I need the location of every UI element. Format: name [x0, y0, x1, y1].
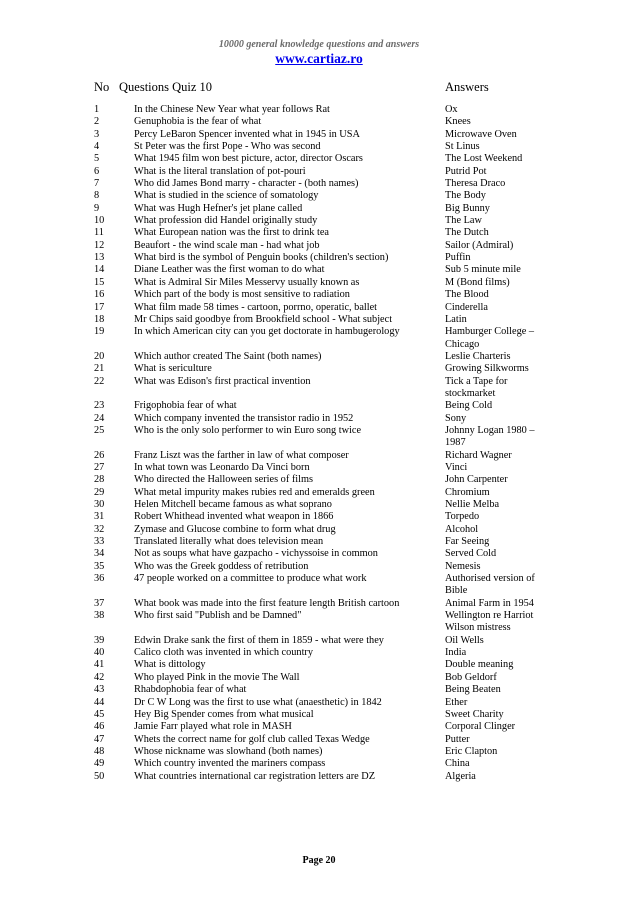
question-row: [94, 536, 554, 548]
answer-text: Eric Clapton: [445, 745, 498, 757]
answer-text: Johnny Logan 1980 – 1987: [445, 424, 535, 449]
question-text: Who is the only solo performer to win Euro song twice: [134, 424, 362, 436]
answer-text: Hamburger College – Chicago: [445, 326, 535, 350]
question-text: Who was the Greek goddess of retribution: [134, 560, 309, 572]
question-number: 38: [94, 610, 105, 622]
question-row: [94, 425, 554, 450]
number-column-header: No: [94, 80, 110, 94]
question-text: Diane Leather was the first woman to do what: [134, 264, 325, 276]
question-number: 6: [94, 165, 100, 177]
question-row: [94, 277, 554, 289]
page-number: Page 20: [302, 855, 336, 866]
question-number: 25: [94, 424, 105, 436]
question-text: St Peter was the first Pope - Who was second: [134, 141, 321, 153]
document-subtitle: 10000 general knowledge questions and answers: [218, 39, 420, 50]
question-text: What was Edison's first practical invention: [134, 375, 311, 387]
question-number: 26: [94, 449, 105, 461]
answer-text: Putrid Pot: [445, 165, 487, 177]
answers-column-header: Answers: [445, 80, 489, 94]
answer-text: St Linus: [445, 141, 480, 153]
answer-text: Being Cold: [445, 400, 493, 412]
question-number: 21: [94, 363, 105, 375]
answer-text: Served Cold: [445, 548, 497, 560]
answer-text: Ox: [445, 104, 458, 115]
question-number: 27: [94, 461, 105, 473]
question-number: 41: [94, 659, 105, 671]
question-number: 24: [94, 412, 105, 424]
answer-text: Oil Wells: [445, 634, 484, 646]
answer-text: Alcohol: [445, 523, 479, 535]
question-number: 44: [94, 696, 105, 708]
answer-text: China: [445, 758, 470, 770]
answer-text: Wellington re Harriot Wilson mistress: [445, 610, 534, 634]
answer-text: Far Seeing: [445, 536, 490, 548]
question-number: 30: [94, 499, 105, 510]
answer-text: Sony: [445, 412, 467, 424]
question-number: 34: [94, 548, 105, 560]
question-text: What bird is the symbol of Penguin books (children's section): [134, 252, 389, 264]
question-text: Frigophobia fear of what: [134, 400, 237, 412]
answer-text: Sailor (Admiral): [445, 239, 514, 251]
answer-text: Knees: [445, 116, 471, 128]
answer-text: Sweet Charity: [445, 708, 504, 720]
question-text: Whets the correct name for golf club called Texas Wedge: [134, 733, 370, 745]
question-text: Jamie Farr played what role in MASH: [134, 721, 292, 733]
question-row: [94, 734, 554, 746]
question-text: What is Admiral Sir Miles Messervy usually known as: [134, 276, 360, 288]
question-text: Rhabdophobia fear of what: [134, 684, 247, 696]
question-row: [94, 746, 554, 758]
answer-text: Chromium: [445, 486, 490, 498]
answer-text: The Law: [445, 215, 482, 227]
question-text: Who first said "Publish and be Damned": [134, 610, 302, 622]
question-number: 37: [94, 597, 105, 609]
question-row: [94, 561, 554, 573]
question-text: In which American city can you get doctorate in hambugerology: [134, 326, 400, 338]
question-row: [94, 264, 554, 276]
question-row: [94, 684, 554, 696]
question-number: 32: [94, 523, 105, 535]
question-number: 33: [94, 536, 105, 548]
question-number: 47: [94, 733, 105, 745]
question-row: [94, 166, 554, 178]
answer-text: Authorised version of Bible: [445, 573, 535, 597]
question-text: Dr C W Long was the first to use what (anaesthetic) in 1842: [134, 696, 382, 708]
answer-text: The Body: [445, 190, 486, 202]
answer-text: India: [445, 647, 467, 659]
question-row: [94, 450, 554, 462]
question-text: Zymase and Glucose combine to form what drug: [134, 523, 336, 535]
question-number: 29: [94, 486, 105, 498]
question-row: [94, 548, 554, 560]
question-number: 42: [94, 671, 105, 683]
question-row: [94, 573, 554, 598]
question-list: [94, 104, 554, 783]
question-text: Which part of the body is most sensitive to radiation: [134, 289, 350, 301]
question-text: Helen Mitchell became famous as what soprano: [134, 499, 332, 510]
question-number: 15: [94, 276, 105, 288]
question-number: 20: [94, 350, 105, 362]
question-number: 5: [94, 153, 100, 165]
question-text: What was Hugh Hefner's jet plane called: [134, 202, 303, 214]
answer-text: John Carpenter: [445, 474, 508, 486]
answer-text: Algeria: [445, 770, 476, 782]
answer-text: Animal Farm in 1954: [445, 597, 534, 609]
question-number: 2: [94, 116, 100, 128]
question-number: 4: [94, 141, 100, 153]
question-text: Which company invented the transistor radio in 1952: [134, 412, 354, 424]
question-text: Calico cloth was invented in which country: [134, 647, 314, 659]
question-row: [94, 721, 554, 733]
answer-text: The Lost Weekend: [445, 153, 523, 165]
question-text: What European nation was the first to drink tea: [134, 227, 330, 239]
question-row: [94, 709, 554, 721]
answer-text: Cinderella: [445, 301, 488, 313]
question-row: [94, 252, 554, 264]
answer-text: Bob Geldorf: [445, 671, 497, 683]
question-number: 36: [94, 573, 105, 585]
column-headers: [94, 80, 554, 96]
question-number: 45: [94, 708, 105, 720]
question-row: [94, 289, 554, 301]
question-text: What countries international car registration letters are DZ: [134, 770, 376, 782]
question-row: [94, 697, 554, 709]
question-row: [94, 462, 554, 474]
question-row: [94, 203, 554, 215]
question-text: Who directed the Halloween series of films: [134, 474, 313, 486]
question-text: Robert Whithead invented what weapon in 1866: [134, 511, 334, 523]
question-text: What profession did Handel originally study: [134, 215, 318, 227]
answer-text: Leslie Charteris: [445, 350, 511, 362]
question-number: 3: [94, 128, 100, 140]
question-row: [94, 474, 554, 486]
answer-text: Theresa Draco: [445, 178, 506, 190]
question-row: [94, 215, 554, 227]
question-number: 12: [94, 239, 105, 251]
answer-text: Growing Silkworms: [445, 363, 529, 375]
answer-text: Being Beaten: [445, 684, 501, 696]
answer-text: The Blood: [445, 289, 489, 301]
answer-text: Richard Wagner: [445, 449, 512, 461]
answer-text: Latin: [445, 313, 467, 325]
question-row: [94, 487, 554, 499]
question-row: [94, 104, 554, 116]
question-number: 28: [94, 474, 105, 486]
answer-text: Puffin: [445, 252, 471, 264]
question-row: [94, 227, 554, 239]
question-number: 13: [94, 252, 105, 264]
question-number: 39: [94, 634, 105, 646]
question-text: Percy LeBaron Spencer invented what in 1945 in USA: [134, 128, 360, 140]
question-text: What is the literal translation of pot-pouri: [134, 165, 306, 177]
question-text: What 1945 film won best picture, actor, director Oscars: [134, 153, 363, 165]
question-number: 48: [94, 745, 105, 757]
question-text: Not as soups what have gazpacho - vichyssoise in common: [134, 548, 378, 560]
question-row: [94, 153, 554, 165]
question-text: Whose nickname was slowhand (both names): [134, 745, 323, 757]
question-row: [94, 363, 554, 375]
question-number: 40: [94, 647, 105, 659]
questions-column-header: Questions Quiz 10: [119, 80, 213, 94]
question-row: [94, 116, 554, 128]
question-text: What book was made into the first feature length British cartoon: [134, 597, 400, 609]
question-row: [94, 190, 554, 202]
question-row: [94, 758, 554, 770]
answer-text: Nemesis: [445, 560, 481, 572]
answer-text: Ether: [445, 696, 468, 708]
question-row: [94, 240, 554, 252]
question-row: [94, 351, 554, 363]
question-number: 1: [94, 104, 100, 115]
answer-text: The Dutch: [445, 227, 489, 239]
question-row: [94, 647, 554, 659]
question-text: Hey Big Spender comes from what musical: [134, 708, 314, 720]
question-text: In the Chinese New Year what year follows Rat: [134, 104, 330, 115]
question-number: 43: [94, 684, 105, 696]
question-row: [94, 326, 554, 351]
question-row: [94, 376, 554, 401]
question-row: [94, 659, 554, 671]
answer-text: Big Bunny: [445, 202, 490, 214]
question-number: 8: [94, 190, 100, 202]
answer-text: Nellie Melba: [445, 499, 500, 510]
question-row: [94, 672, 554, 684]
question-number: 16: [94, 289, 105, 301]
question-text: What metal impurity makes rubies red and emeralds green: [134, 486, 375, 498]
question-number: 17: [94, 301, 105, 313]
question-number: 11: [94, 227, 104, 239]
question-text: What is sericulture: [134, 363, 212, 375]
question-row: [94, 314, 554, 326]
question-row: [94, 141, 554, 153]
question-row: [94, 129, 554, 141]
question-number: 50: [94, 770, 105, 782]
question-number: 19: [94, 326, 105, 338]
question-row: [94, 610, 554, 635]
question-text: 47 people worked on a committee to produce what work: [134, 573, 367, 585]
answer-text: Sub 5 minute mile: [445, 264, 521, 276]
answer-text: Double meaning: [445, 659, 514, 671]
answer-text: Torpedo: [445, 511, 480, 523]
answer-text: Corporal Clinger: [445, 721, 516, 733]
question-number: 18: [94, 313, 105, 325]
question-text: Franz Liszt was the farther in law of what composer: [134, 449, 349, 461]
question-text: Translated literally what does television mean: [134, 536, 324, 548]
question-text: Genuphobia is the fear of what: [134, 116, 262, 128]
question-text: Who played Pink in the movie The Wall: [134, 671, 300, 683]
question-number: 49: [94, 758, 105, 770]
question-row: [94, 413, 554, 425]
question-row: [94, 499, 554, 511]
question-number: 23: [94, 400, 105, 412]
question-row: [94, 400, 554, 412]
answer-text: M (Bond films): [445, 276, 510, 288]
answer-text: Vinci: [445, 461, 468, 473]
answer-text: Microwave Oven: [445, 128, 517, 140]
question-number: 14: [94, 264, 105, 276]
question-number: 22: [94, 375, 105, 387]
question-row: [94, 524, 554, 536]
question-number: 10: [94, 215, 105, 227]
question-number: 7: [94, 178, 100, 190]
question-row: [94, 598, 554, 610]
question-text: Mr Chips said goodbye from Brookfield school - What subject: [134, 313, 393, 325]
question-text: Edwin Drake sank the first of them in 1859 - what were they: [134, 634, 384, 646]
question-text: Which country invented the mariners compass: [134, 758, 326, 770]
question-text: What is dittology: [134, 659, 206, 671]
question-row: [94, 511, 554, 523]
question-text: What is studied in the science of somatology: [134, 190, 319, 202]
website-link[interactable]: www.cartiaz.ro: [275, 51, 363, 66]
question-text: Who did James Bond marry - character - (both names): [134, 178, 359, 190]
question-number: 31: [94, 511, 105, 523]
question-number: 35: [94, 560, 105, 572]
question-row: [94, 635, 554, 647]
question-number: 9: [94, 202, 100, 214]
question-row: [94, 178, 554, 190]
question-row: [94, 302, 554, 314]
question-text: What film made 58 times - cartoon, porrno, operatic, ballet: [134, 301, 378, 313]
answer-text: Tick a Tape for stockmarket: [445, 375, 508, 399]
question-text: Beaufort - the wind scale man - had what job: [134, 239, 320, 251]
question-text: In what town was Leonardo Da Vinci born: [134, 461, 310, 473]
question-number: 46: [94, 721, 105, 733]
question-row: [94, 771, 554, 783]
question-text: Which author created The Saint (both names): [134, 350, 322, 362]
answer-text: Putter: [445, 733, 470, 745]
